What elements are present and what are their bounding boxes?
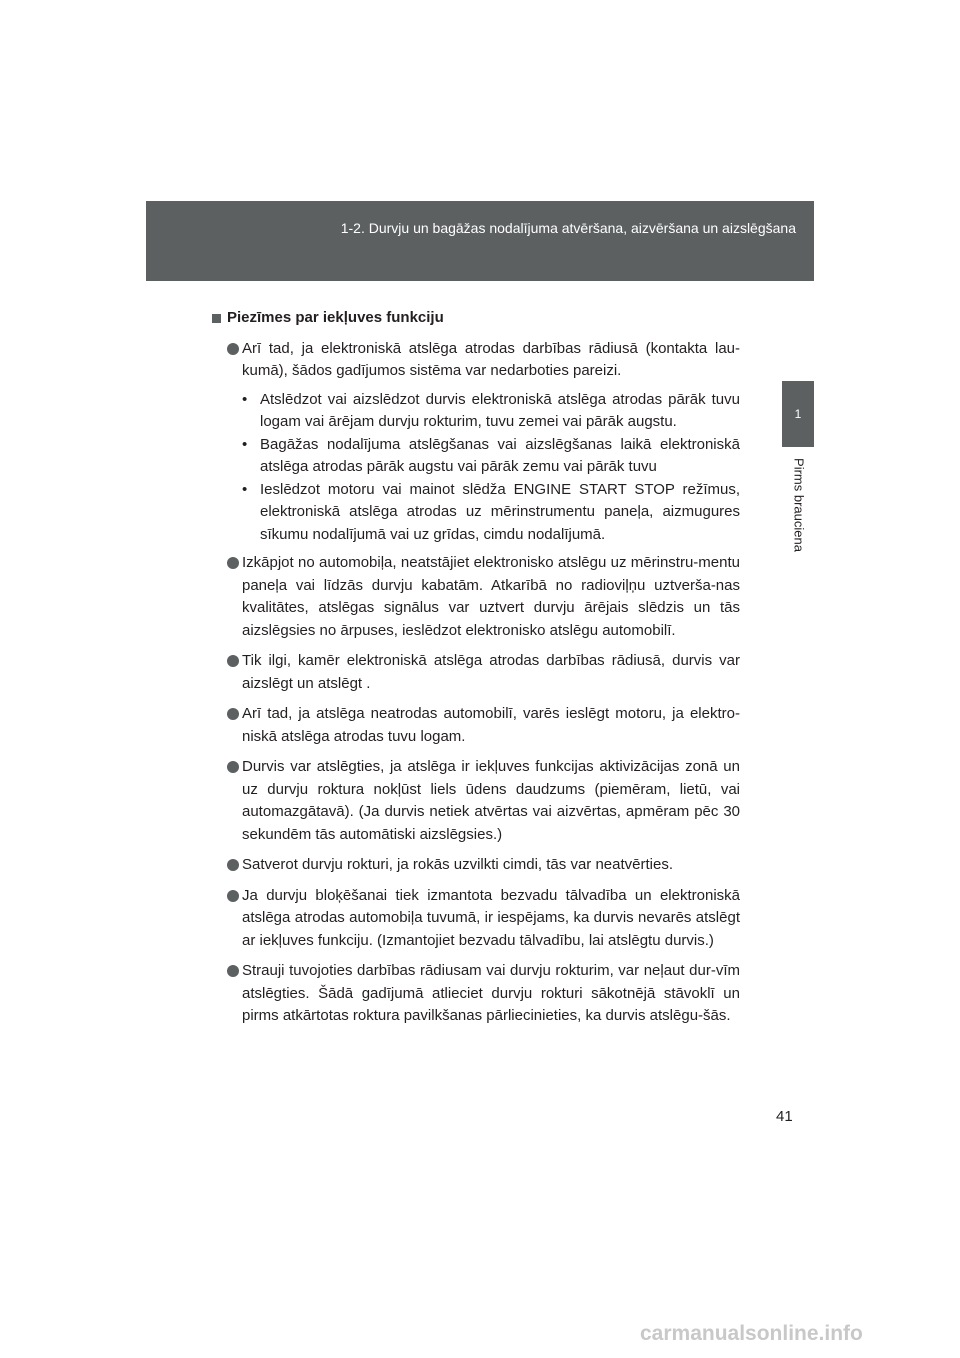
circle-bullet-icon <box>227 343 239 355</box>
circle-bullet-icon <box>227 761 239 773</box>
list-item-text: Durvis var atslēgties, ja atslēga ir iekļuves funkcijas aktivizācijas zonā un uz durvju roktura nokļūst liels ūdens daudzums (piemēram, lietū, vai automazgātavā). (Ja durvis netiek atvērtas vai aizvērtas, apmēram pēc 30 sekundēm tās automātiski aizslēgsies.) <box>242 758 740 843</box>
sub-bullet-icon: • <box>242 480 248 498</box>
list-item <box>212 552 740 642</box>
sub-list-item <box>242 479 740 547</box>
list-item-text: Strauji tuvojoties darbības rādiusam vai durvju rokturim, var neļaut dur-vīm atslēgties. Šādā gadījumā atlieciet durvju rokturi sākotnējā stāvoklī un pirms atkārtotas roktura pavilkšanas pārliecinieties, ka durvis atslēgu-šās. <box>242 962 740 1024</box>
circle-bullet-icon <box>227 965 239 977</box>
list-item-text: Arī tad, ja elektroniskā atslēga atrodas darbības rādiusā (kontakta lau-kumā), šādos gadījumos sistēma var nedarboties pareizi. <box>242 339 740 379</box>
chapter-number: 1 <box>794 407 802 421</box>
sub-list-item-text: Ieslēdzot motoru vai mainot slēdža ENGINE START STOP režīmus, elektroniskā atslēga atrodas uz mērinstrumentu paneļa, aizmugures sīkumu nodalījumā vai uz grīdas, cimdu nodalījumā. <box>260 480 740 543</box>
watermark: carmanualsonline.info <box>640 1322 863 1345</box>
chapter-side-label: Pirms brauciena <box>791 458 807 552</box>
list-item-text: Satverot durvju rokturi, ja rokās uzvilkti cimdi, tās var neatvērties. <box>242 856 673 873</box>
page-content <box>212 307 740 1036</box>
list-item-text: Arī tad, ja atslēga neatrodas automobilī, varēs ieslēgt motoru, ja elektro-niskā atslēga atrodas tuvu logam. <box>242 705 740 745</box>
list-item <box>212 756 740 846</box>
list-item <box>212 650 740 695</box>
circle-bullet-icon <box>227 859 239 871</box>
page-number: 41 <box>776 1108 793 1125</box>
chapter-title: 1-2. Durvju un bagāžas nodalījuma atvēršana, aizvēršana un aizslēgšana <box>340 220 796 236</box>
list-item-text: Izkāpjot no automobiļa, neatstājiet elektronisko atslēgu uz mērinstru-mentu paneļa vai līdzās durvju kabatām. Atkarībā no radioviļņu uztverša-nas kvalitātes, atslēgas signālus var uztvert durvju ārējais slēdzis un tās aizslēgsies no ārpuses, ieslēdzot elektronisko atslēgu automobilī. <box>242 554 740 639</box>
square-bullet-icon <box>212 314 221 323</box>
section-heading <box>212 307 740 330</box>
chapter-header <box>146 201 814 281</box>
circle-bullet-icon <box>227 708 239 720</box>
section-heading-text: Piezīmes par iekļuves funkciju <box>227 309 444 326</box>
sub-list-item-text: Bagāžas nodalījuma atslēgšanas vai aizslēgšanas laikā elektroniskā atslēga atrodas pārāk augstu vai pārāk zemu vai pārāk tuvu <box>260 435 740 475</box>
circle-bullet-icon <box>227 557 239 569</box>
list-item <box>212 703 740 748</box>
sub-bullet-icon: • <box>242 435 248 453</box>
sub-list <box>242 389 740 547</box>
list-item <box>212 338 740 547</box>
list-item <box>212 960 740 1028</box>
chapter-side-tab <box>782 381 814 447</box>
sub-list-item <box>242 434 740 479</box>
circle-bullet-icon <box>227 655 239 667</box>
circle-bullet-icon <box>227 890 239 902</box>
list-item-text: Tik ilgi, kamēr elektroniskā atslēga atrodas darbības rādiusā, durvis var aizslēgt un atslēgt . <box>242 652 740 692</box>
sub-list-item-text: Atslēdzot vai aizslēdzot durvis elektroniskā atslēga atrodas pārāk tuvu logam vai ārējam durvju rokturim, tuvu zemei vai pārāk augstu. <box>260 390 740 430</box>
sub-list-item <box>242 389 740 434</box>
list-item <box>212 885 740 953</box>
list-item <box>212 854 740 877</box>
sub-bullet-icon: • <box>242 390 248 408</box>
list-item-text: Ja durvju bloķēšanai tiek izmantota bezvadu tālvadība un elektroniskā atslēga atrodas automobiļa tuvumā, ir iespējams, ka durvis nevarēs atslēgt ar iekļuves funkciju. (Izmantojiet bezvadu tālvadību, lai atslēgtu durvis.) <box>242 886 740 949</box>
